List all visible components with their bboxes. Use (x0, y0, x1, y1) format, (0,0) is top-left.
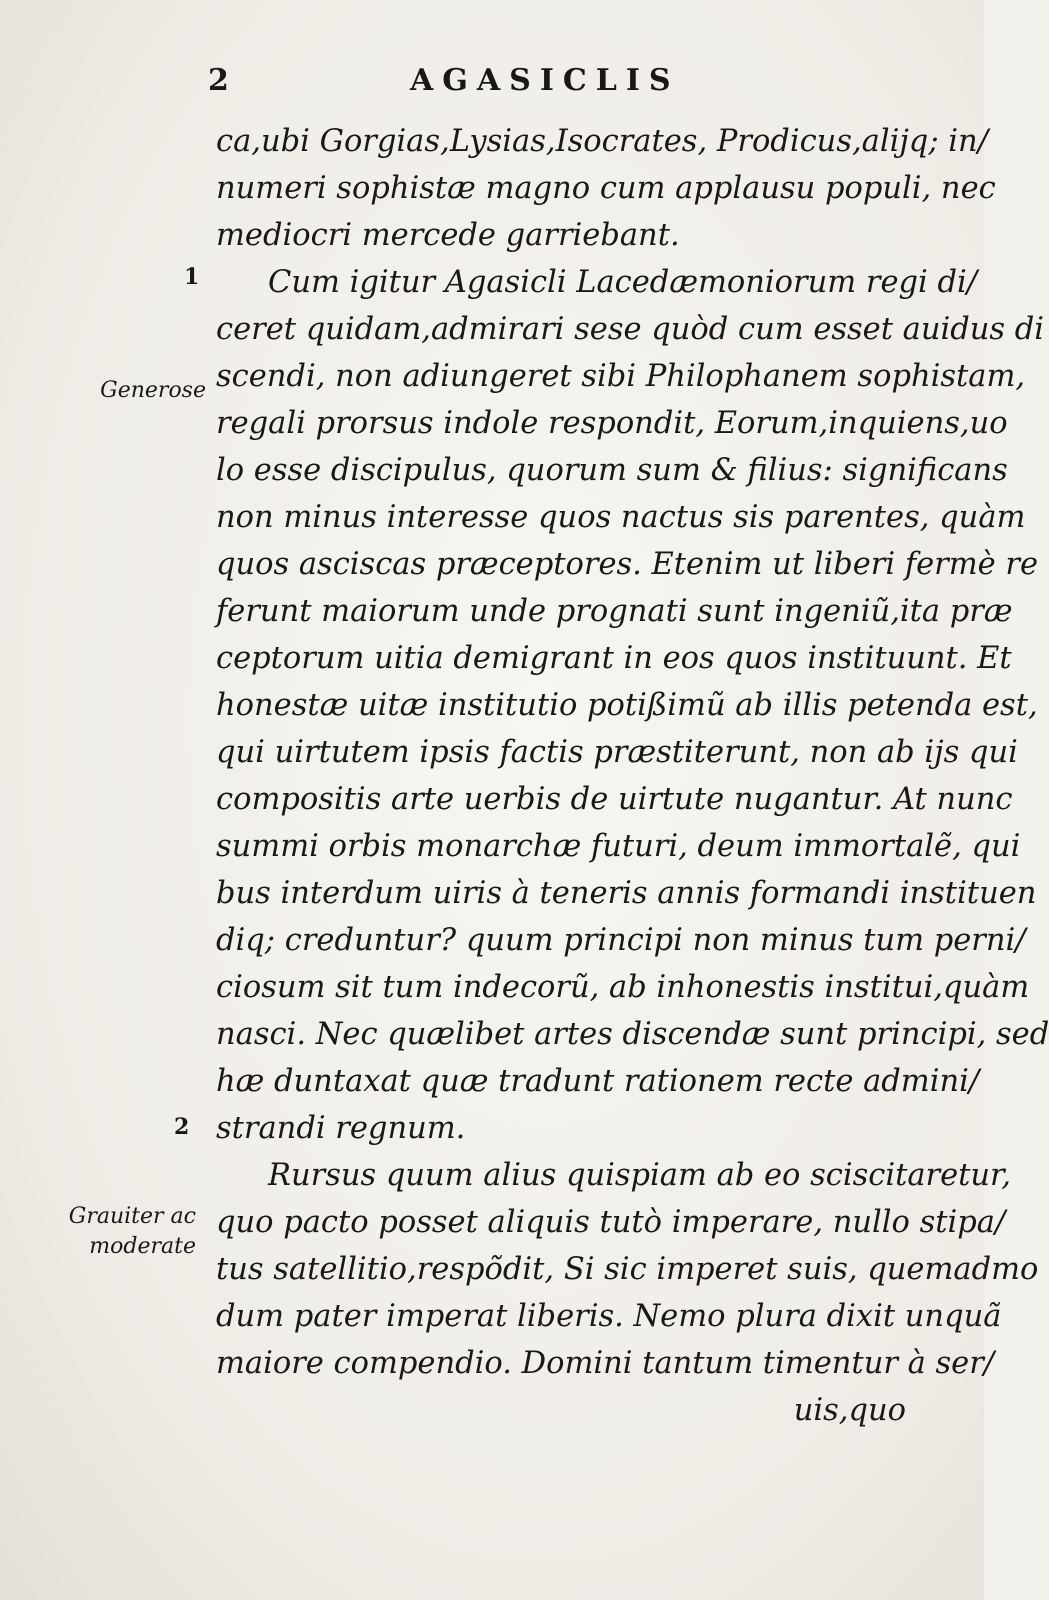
text-line: bus interdum uiris à teneris annis formandi instituen (216, 876, 1037, 911)
text-line: tus satellitio,respõdit, Si sic imperet suis, quemadmo (216, 1252, 1039, 1287)
text-line: maiore compendio. Domini tantum timentur à ser/ (216, 1346, 995, 1381)
margin-note: Grauiter ac moderate (68, 1204, 196, 1259)
text-line: ca,ubi Gorgias,Lysias,Isocrates, Prodicus,alijq; in/ (216, 124, 988, 159)
text-line: quo pacto posset aliquis tutò imperare, nullo stipa/ (216, 1205, 1006, 1240)
body-text (216, 118, 1049, 1434)
text-line: honestæ uitæ institutio potißimũ ab illis petenda est, (216, 688, 1038, 723)
text-line: lo esse discipulus, quorum sum & filius: significans (216, 453, 1008, 488)
page-header (0, 55, 984, 105)
text-line: ferunt maiorum unde prognati sunt ingeniũ,ita præ (216, 594, 1013, 629)
margin-number: 2 (174, 1114, 190, 1140)
text-line: regali prorsus indole respondit, Eorum,inquiens,uo (216, 406, 1008, 441)
text-line: hæ duntaxat quæ tradunt rationem recte admini/ (216, 1064, 980, 1099)
text-line: ceptorum uitia demigrant in eos quos instituunt. Et (216, 641, 1012, 676)
text-line: ciosum sit tum indecorũ, ab inhonestis institui,quàm (216, 970, 1030, 1005)
text-line: non minus interesse quos nactus sis parentes, quàm (216, 500, 1026, 535)
text-line: numeri sophistæ magno cum applausu populi, nec (216, 171, 996, 206)
text-line: quos asciscas præceptores. Etenim ut liberi fermè re (216, 547, 1039, 582)
text-line: compositis arte uerbis de uirtute nugantur. At nunc (216, 782, 1013, 817)
margin-number: 1 (184, 264, 200, 290)
catchword: uis,quo (793, 1393, 906, 1428)
margin-note: Generose (100, 378, 206, 403)
text-line: qui uirtutem ipsis factis præstiterunt, non ab ijs qui (216, 735, 1018, 770)
text-line: Rursus quum alius quispiam ab eo sciscitaretur, (268, 1158, 1011, 1193)
text-line: nasci. Nec quælibet artes discendæ sunt principi, sed (216, 1017, 1049, 1052)
text-line: strandi regnum. (216, 1111, 466, 1146)
page-number: 2 (208, 63, 229, 98)
running-title: AGASICLIS (410, 63, 680, 98)
text-line: Cum igitur Agasicli Lacedæmoniorum regi di/ (268, 265, 978, 300)
text-line: mediocri mercede garriebant. (216, 218, 680, 253)
text-line: summi orbis monarchæ futuri, deum immortalẽ, qui (216, 829, 1021, 864)
text-line: diq; creduntur? quum principi non minus tum perni/ (216, 923, 1026, 958)
text-line: dum pater imperat liberis. Nemo plura dixit unquã (216, 1299, 1002, 1334)
text-line: scendi, non adiungeret sibi Philophanem sophistam, (216, 359, 1026, 394)
text-line: ceret quidam,admirari sese quòd cum esset auidus di (216, 312, 1045, 347)
